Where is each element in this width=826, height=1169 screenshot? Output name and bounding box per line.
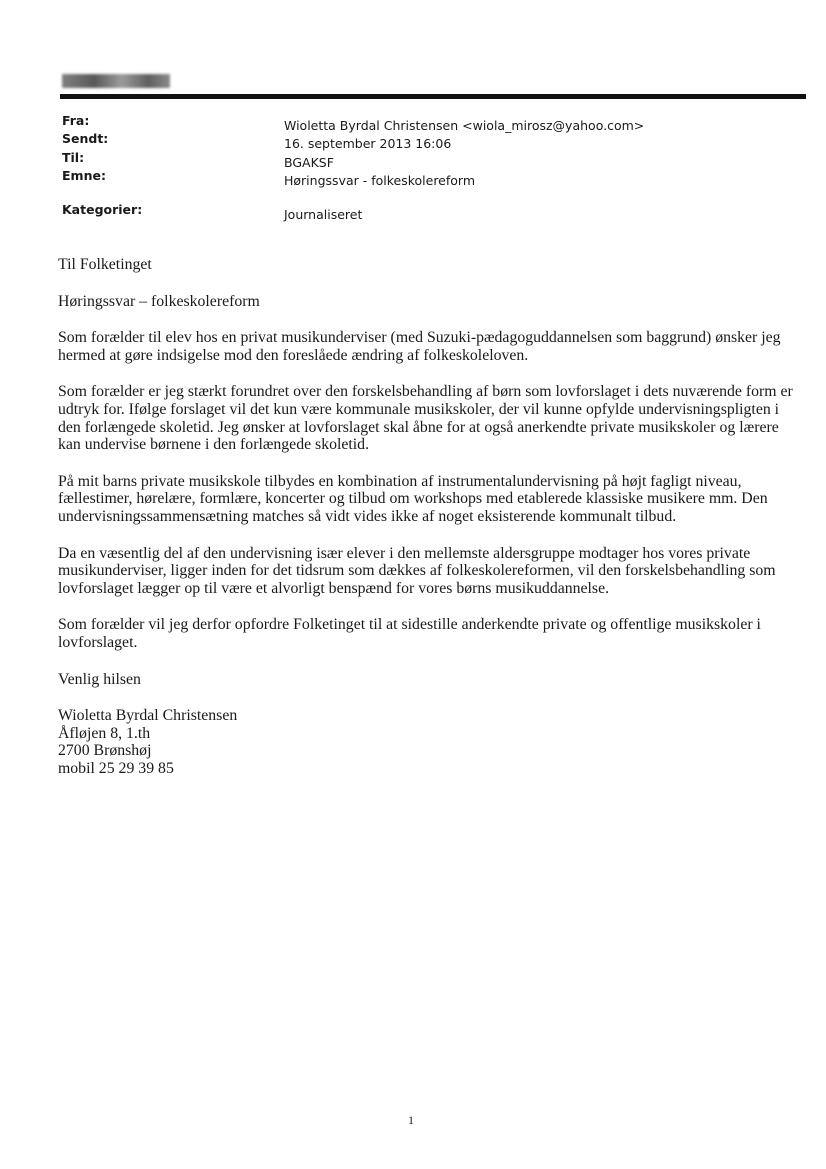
from-value: Wioletta Byrdal Christensen <wiola_mirosz@yahoo.com> — [284, 118, 645, 133]
header-row-category — [62, 202, 762, 223]
paragraph-5: Som forælder vil jeg derfor opfordre Folketinget til at sidestille anderkendte private og offentlige musikskoler i lovforslaget. — [58, 616, 761, 651]
to-label: Til: — [62, 149, 85, 165]
email-header — [62, 113, 762, 223]
paragraph-3: På mit barns private musikskole tilbydes en kombination af instrumentalundervisning på højt fagligt niveau, fællestimer, hørelære, formlære, koncerter og tilbud om workshops med etablerede klassiske musikere mm. Den undervisningssammensætning matches så vidt vides ikke af noget eksisterende kommunalt tilbud. — [58, 472, 768, 525]
signature-address-line2: 2700 Brønshøj — [58, 742, 152, 760]
signature-phone: mobil 25 29 39 85 — [58, 759, 174, 777]
subject-label: Emne: — [62, 167, 106, 183]
letter-body — [58, 256, 803, 777]
paragraph-2: Som forælder er jeg stærkt forundret over den forskelsbehandling af børn som lovforslaget i dets nuværende form er udtryk for. Ifølge forslaget vil det kun være kommunale musikskoler, der vil kunne opfylde undervisningspligten i den forlængede skoletid. Jeg ønsker at lovforslaget skal åbne for at også anerkendte private musikskoler og lærere kan undervise børnene i den forlængede skoletid. — [58, 383, 793, 454]
page-number: 1 — [408, 1113, 414, 1127]
letter-subject: Høringssvar – folkeskolereform — [58, 292, 260, 310]
paragraph-1: Som forælder til elev hos en privat musikunderviser (med Suzuki-pædagoguddannelsen som baggrund) ønsker jeg hermed at gøre indsigelse mod den foreslåede ændring af folkeskoleloven. — [58, 329, 781, 364]
category-label: Kategorier: — [62, 202, 143, 218]
category-value: Journaliseret — [284, 207, 363, 223]
subject-value: Høringssvar - folkeskolereform — [284, 172, 476, 188]
signature-address-line1: Åfløjen 8, 1.th — [58, 724, 151, 742]
salutation: Til Folketinget — [58, 256, 152, 273]
paragraph-4: Da en væsentlig del af den undervisning især elever i den mellemste aldersgruppe modtager hos vores private musikunderviser, ligger inden for det tidsrum som dækkes af folkeskolereformen, vil den forskelsbehandling som lovforslaget lægger op til være et alvorligt benspænd for vores børns musikuddannelse. — [58, 544, 776, 597]
sent-value: 16. september 2013 16:06 — [284, 136, 452, 152]
header-row-subject — [62, 168, 762, 186]
header-row-to — [62, 150, 762, 168]
to-value: BGAKSF — [284, 154, 334, 170]
header-row-from — [62, 113, 762, 131]
redacted-sender-name — [62, 74, 170, 88]
from-label: Fra: — [62, 113, 90, 128]
signature-block — [58, 707, 803, 777]
signature-name: Wioletta Byrdal Christensen — [58, 707, 238, 725]
header-row-sent — [62, 131, 762, 152]
sent-label: Sendt: — [62, 131, 109, 147]
closing: Venlig hilsen — [58, 670, 141, 688]
header-rule — [60, 94, 806, 99]
